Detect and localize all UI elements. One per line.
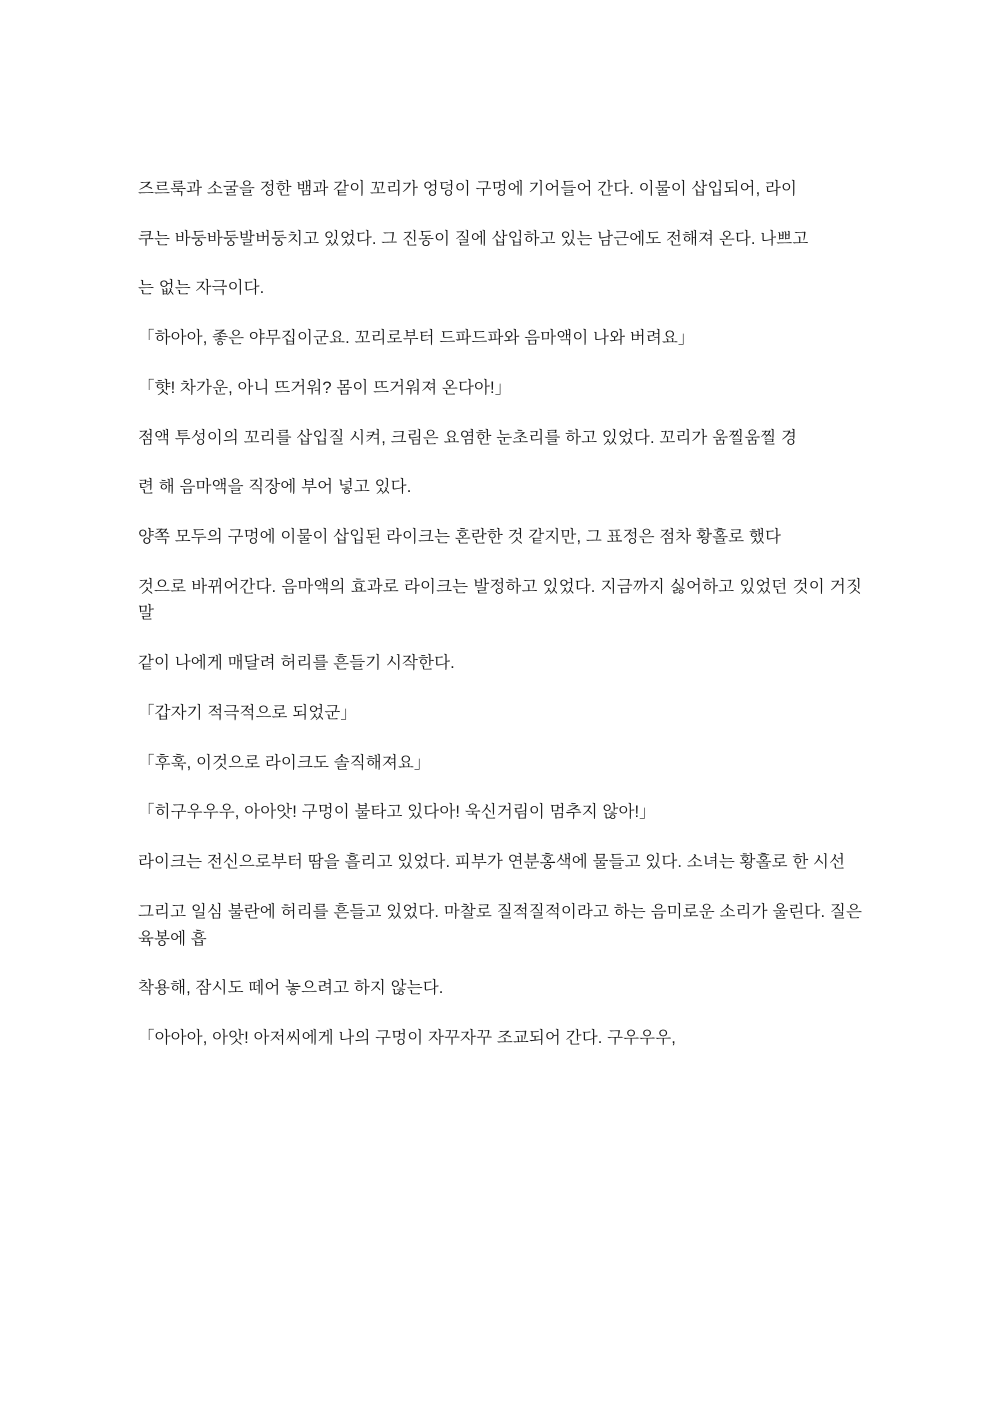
paragraph: 「햣! 차가운, 아니 뜨거워? 몸이 뜨거워져 온다아!」	[138, 378, 512, 397]
paragraph: 「후훅, 이것으로 라이크도 솔직해져요」	[138, 753, 431, 772]
paragraph: 「히구우우우, 아아앗! 구멍이 불타고 있다아! 욱신거림이 멈추지 않아!」	[138, 803, 656, 822]
paragraph: 점액 투성이의 꼬리를 삽입질 시켜, 크림은 요염한 눈초리를 하고 있었다. 꼬리가 움찔움찔 경	[138, 428, 798, 447]
paragraph: 는 없는 자극이다.	[138, 279, 265, 298]
paragraph: 라이크는 전신으로부터 땀을 흘리고 있었다. 피부가 연분홍색에 물들고 있다. 소녀는 황홀로 한 시선	[138, 853, 846, 872]
paragraph: 착용해, 잠시도 떼어 놓으려고 하지 않는다.	[138, 979, 444, 998]
paragraph: 그리고 일심 불란에 허리를 흔들고 있었다. 마찰로 질적질적이라고 하는 음미로운 소리가 울린다. 질은 육봉에 흡	[138, 902, 862, 948]
paragraph: 쿠는 바둥바둥발버둥치고 있었다. 그 진동이 질에 삽입하고 있는 남근에도 전해져 온다. 나쁘고	[138, 229, 809, 248]
paragraph: 양쪽 모두의 구멍에 이물이 삽입된 라이크는 혼란한 것 같지만, 그 표정은 점차 황홀로 했다	[138, 528, 781, 547]
paragraph: 것으로 바뀌어간다. 음마액의 효과로 라이크는 발정하고 있었다. 지금까지 싫어하고 있었던 것이 거짓말	[138, 577, 862, 623]
paragraph: 같이 나에게 매달려 허리를 흔들기 시작한다.	[138, 654, 455, 673]
paragraph: 「하아아, 좋은 야무집이군요. 꼬리로부터 드파드파와 음마액이 나와 버려요」	[138, 329, 695, 348]
paragraph: 즈르룩과 소굴을 정한 뱀과 같이 꼬리가 엉덩이 구멍에 기어들어 간다. 이물이 삽입되어, 라이	[138, 180, 798, 198]
paragraph: 련 해 음마액을 직장에 부어 넣고 있다.	[138, 478, 412, 497]
paragraph: 「아아아, 아앗! 아저씨에게 나의 구멍이 자꾸자꾸 조교되어 간다. 구우우우,	[138, 1028, 676, 1047]
paragraph: 「갑자기 적극적으로 되었군」	[138, 703, 357, 722]
document-body	[138, 176, 862, 1052]
